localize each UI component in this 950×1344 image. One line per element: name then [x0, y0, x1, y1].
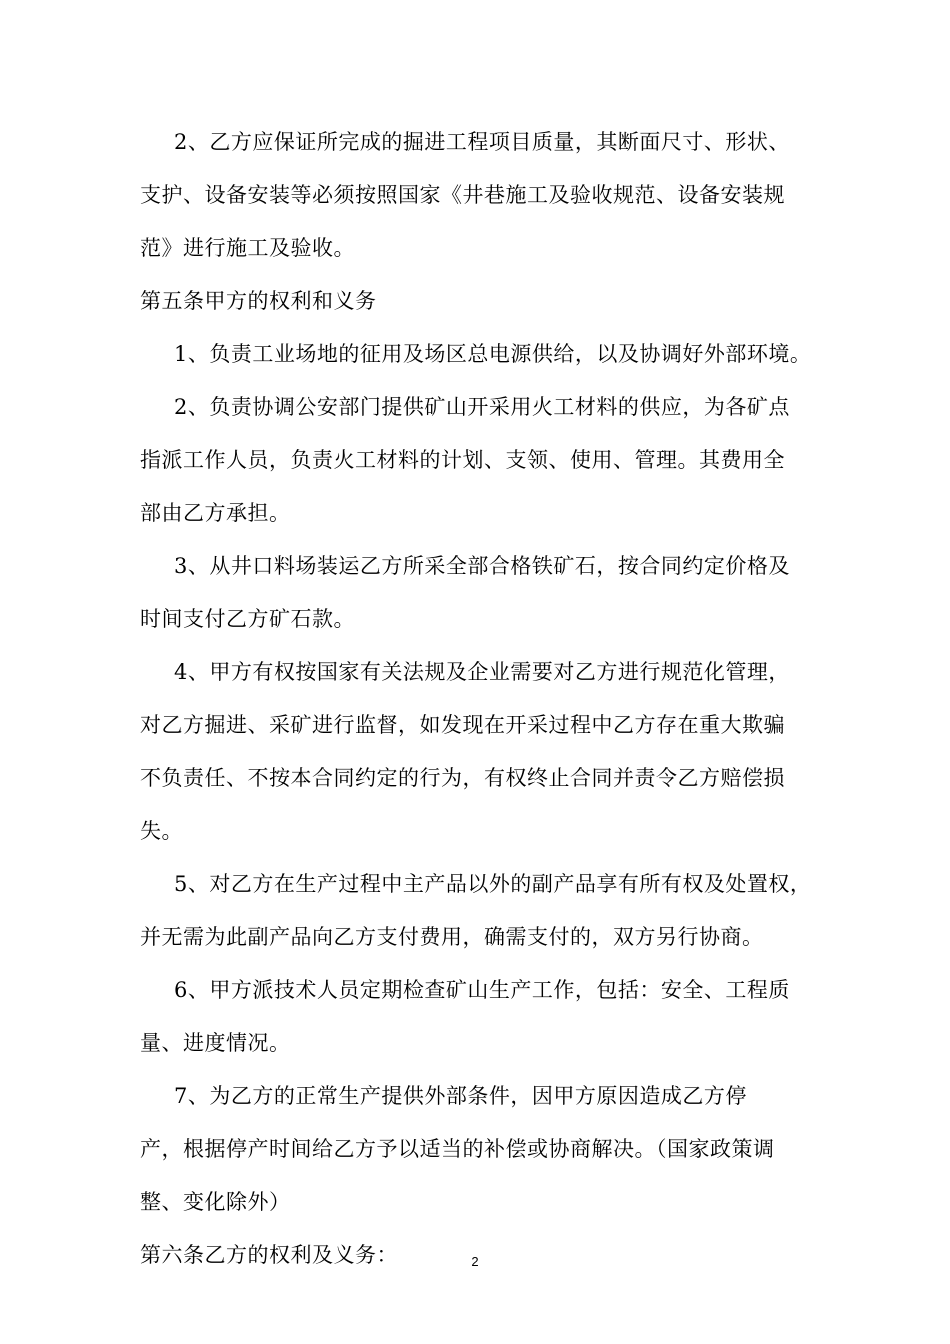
section-heading-article-5 [140, 275, 830, 328]
paragraph-article-5-item-3 [140, 540, 830, 646]
text-line: 7、为乙方的正常生产提供外部条件，因甲方原因造成乙方停 [174, 1084, 747, 1108]
text-line: 量、进度情况。 [140, 1031, 291, 1055]
text-line: 不负责任、不按本合同约定的行为，有权终止合同并责令乙方赔偿损 [140, 766, 785, 790]
text-line: 5、对乙方在生产过程中主产品以外的副产品享有所有权及处置权， [174, 872, 812, 896]
text-line: 产，根据停产时间给乙方予以适当的补偿或协商解决。（国家政策调 [140, 1137, 775, 1161]
paragraph-article-5-item-2 [140, 381, 830, 540]
heading-text: 第五条甲方的权利和义务 [140, 289, 377, 313]
text-line: 4、甲方有权按国家有关法规及企业需要对乙方进行规范化管理， [174, 660, 790, 684]
text-line: 支护、设备安装等必须按照国家《井巷施工及验收规范、设备安装规 [140, 183, 785, 207]
paragraph-article-5-item-7 [140, 1070, 830, 1229]
paragraph-article-5-item-6 [140, 964, 830, 1070]
text-line: 对乙方掘进、采矿进行监督，如发现在开采过程中乙方存在重大欺骗 [140, 713, 785, 737]
text-line: 6、甲方派技术人员定期检查矿山生产工作，包括：安全、工程质 [174, 978, 790, 1002]
text-line: 范》进行施工及验收。 [140, 236, 355, 260]
text-line: 失。 [140, 819, 183, 843]
paragraph-article-5-item-4 [140, 646, 830, 858]
text-line: 2、乙方应保证所完成的掘进工程项目质量，其断面尺寸、形状、 [174, 130, 790, 154]
document-body [140, 116, 830, 1282]
paragraph-quality-clause [140, 116, 830, 275]
paragraph-article-5-item-1 [140, 328, 830, 381]
heading-text: 第六条乙方的权利及义务： [140, 1243, 398, 1267]
paragraph-article-5-item-5 [140, 858, 830, 964]
text-line: 3、从井口料场装运乙方所采全部合格铁矿石，按合同约定价格及 [174, 554, 790, 578]
text-line: 时间支付乙方矿石款。 [140, 607, 355, 631]
text-line: 指派工作人员，负责火工材料的计划、支领、使用、管理。其费用全 [140, 448, 785, 472]
text-line: 并无需为此副产品向乙方支付费用，确需支付的，双方另行协商。 [140, 925, 764, 949]
text-line: 1、负责工业场地的征用及场区总电源供给，以及协调好外部环境。 [174, 342, 812, 366]
page-number: 2 [471, 1254, 479, 1269]
text-line: 部由乙方承担。 [140, 501, 291, 525]
text-line: 整、变化除外） [140, 1190, 291, 1214]
text-line: 2、负责协调公安部门提供矿山开采用火工材料的供应，为各矿点 [174, 395, 790, 419]
